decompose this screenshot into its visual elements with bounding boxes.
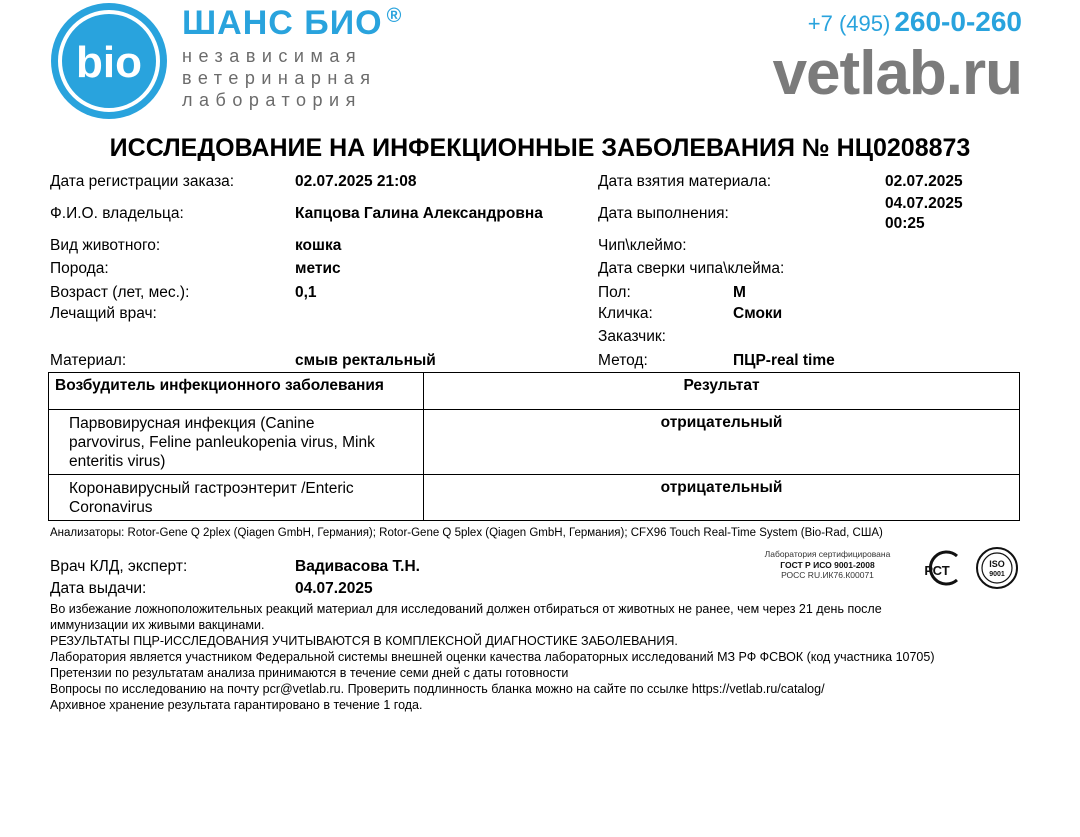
results-table bbox=[48, 372, 1020, 521]
note-line: Лаборатория является участником Федеральной системы внешней оценки качества лабораторных исследований МЗ РФ ФСВОК (код участника 10705) bbox=[50, 650, 935, 664]
analyzers-note: Анализаторы: Rotor-Gene Q 2plex (Qiagen GmbH, Германия); Rotor-Gene Q 5plex (Qiagen GmbH, Германия); CFX96 Touch Real-Time System (Bio-Rad, США) bbox=[50, 527, 883, 539]
pathogen-cell bbox=[49, 410, 424, 475]
document-title: ИССЛЕДОВАНИЕ НА ИНФЕКЦИОННЫЕ ЗАБОЛЕВАНИЯ № НЦ0208873 bbox=[109, 134, 971, 162]
pathogen-line: parvovirus, Feline panleukopenia virus, Mink bbox=[69, 434, 375, 451]
sample-date-value: 02.07.2025 bbox=[885, 173, 963, 190]
issue-date-label: Дата выдачи: bbox=[50, 580, 147, 597]
phone bbox=[808, 6, 1022, 38]
breed-value: метис bbox=[295, 260, 341, 277]
reg-date-label: Дата регистрации заказа: bbox=[50, 173, 235, 190]
logo-text: bio bbox=[76, 38, 142, 87]
brand-sub-line-3: лаборатория bbox=[182, 90, 362, 110]
cert-line-1: Лаборатория сертифицирована bbox=[764, 549, 891, 559]
pathogen-line: Коронавирусный гастроэнтерит /Enteric bbox=[69, 480, 354, 497]
material-value: смыв ректальный bbox=[295, 352, 436, 369]
reg-date-value: 02.07.2025 21:08 bbox=[295, 173, 417, 190]
nickname-value: Смоки bbox=[733, 305, 783, 322]
pct-mark-icon bbox=[917, 548, 971, 588]
bio-logo bbox=[50, 2, 168, 120]
age-label: Возраст (лет, мес.): bbox=[50, 284, 190, 301]
material-label: Материал: bbox=[50, 352, 127, 369]
owner-label: Ф.И.О. владельца: bbox=[50, 205, 184, 222]
brand-sub-line-1: независимая bbox=[182, 46, 363, 66]
sex-label: Пол: bbox=[598, 284, 631, 301]
brand-sub-line-2: ветеринарная bbox=[182, 68, 377, 88]
species-label: Вид животного: bbox=[50, 237, 161, 254]
note-line: иммунизации их живыми вакцинами. bbox=[50, 618, 265, 632]
note-line: Вопросы по исследованию на почту pcr@vetlab.ru. Проверить подлинность бланка можно на сайте по ссылке https://vetlab.ru/catalog/ bbox=[50, 682, 825, 696]
doctor-label: Лечащий врач: bbox=[50, 305, 157, 322]
breed-label: Порода: bbox=[50, 260, 109, 277]
iso-badge-icon bbox=[975, 546, 1019, 590]
nickname-label: Кличка: bbox=[598, 305, 653, 322]
note-line: Во избежание ложноположительных реакций материал для исследований должен отбираться от животных не ранее, чем через 21 день после bbox=[50, 602, 882, 616]
note-line: Претензии по результатам анализа принимаются в течение семи дней с даты готовности bbox=[50, 666, 569, 680]
phone-number: 260-0-260 bbox=[894, 6, 1022, 37]
pathogen-line: enteritis virus) bbox=[69, 453, 166, 470]
sample-date-label: Дата взятия материала: bbox=[598, 173, 771, 190]
note-line: Архивное хранение результата гарантировано в течение 1 года. bbox=[50, 698, 423, 712]
note-line: РЕЗУЛЬТАТЫ ПЦР-ИССЛЕДОВАНИЯ УЧИТЫВАЮТСЯ В КОМПЛЕКСНОЙ ДИАГНОСТИКЕ ЗАБОЛЕВАНИЯ. bbox=[50, 634, 678, 648]
issue-date-value: 04.07.2025 bbox=[295, 580, 373, 597]
age-value: 0,1 bbox=[295, 284, 317, 301]
brand-name-text: ШАНС БИО bbox=[182, 4, 383, 42]
brand-name bbox=[182, 4, 402, 43]
customer-label: Заказчик: bbox=[598, 328, 666, 345]
species-value: кошка bbox=[295, 237, 342, 254]
pathogen-line: Coronavirus bbox=[69, 499, 153, 516]
table-row bbox=[49, 410, 1020, 475]
svg-text:РСТ: РСТ bbox=[924, 563, 950, 578]
cert-line-3: РОСС RU.ИК76.К00071 bbox=[781, 570, 874, 580]
method-value: ПЦР-real time bbox=[733, 352, 835, 369]
chip-label: Чип\клеймо: bbox=[598, 237, 687, 254]
svg-text:9001: 9001 bbox=[989, 571, 1005, 578]
certification-text bbox=[740, 549, 915, 581]
table-row bbox=[49, 475, 1020, 521]
website: vetlab.ru bbox=[772, 39, 1022, 108]
expert-label: Врач КЛД, эксперт: bbox=[50, 558, 188, 575]
result-cell: отрицательный bbox=[424, 410, 1020, 475]
footer-notes bbox=[50, 601, 1010, 713]
result-cell: отрицательный bbox=[424, 475, 1020, 521]
pathogen-column-header: Возбудитель инфекционного заболевания bbox=[49, 373, 424, 410]
sex-value: М bbox=[733, 284, 746, 301]
pathogen-line: Парвовирусная инфекция (Canine bbox=[69, 415, 315, 432]
method-label: Метод: bbox=[598, 352, 648, 369]
expert-value: Вадивасова Т.Н. bbox=[295, 558, 420, 575]
phone-code: +7 (495) bbox=[807, 11, 891, 36]
chip-check-label: Дата сверки чипа\клейма: bbox=[598, 260, 785, 277]
pathogen-cell bbox=[49, 475, 424, 521]
result-column-header: Результат bbox=[424, 373, 1020, 410]
cert-line-2: ГОСТ Р ИСО 9001-2008 bbox=[780, 559, 875, 570]
registered-mark: ® bbox=[386, 4, 403, 27]
svg-text:ISO: ISO bbox=[989, 559, 1005, 569]
owner-value: Капцова Галина Александровна bbox=[295, 205, 543, 222]
table-header-row bbox=[49, 373, 1020, 410]
done-date-value: 04.07.2025 bbox=[885, 195, 963, 212]
done-date-label: Дата выполнения: bbox=[598, 205, 729, 222]
done-time-value: 00:25 bbox=[885, 215, 925, 232]
